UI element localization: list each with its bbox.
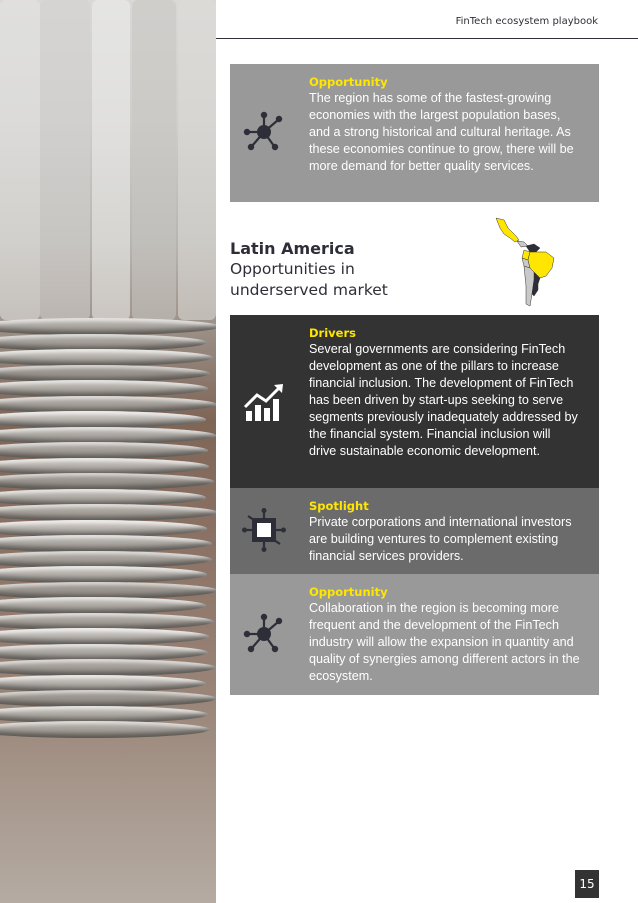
network-nodes-icon xyxy=(242,110,286,154)
panel-text: Private corporations and international investors are building ventures to complement existing financial services providers. xyxy=(309,515,572,563)
coin xyxy=(0,489,206,506)
coin xyxy=(0,690,216,707)
blurred-coin-stack xyxy=(92,0,130,320)
blurred-coin-stack xyxy=(132,0,176,320)
panel-label: Spotlight xyxy=(309,499,369,513)
region-title: Latin America xyxy=(230,239,355,258)
coin xyxy=(0,411,206,428)
panel-text: The region has some of the fastest-growing economies with the largest population bases, and a strong historical and cultural heritage. As these economies continue to grow, there will be more demand for better quality services. xyxy=(309,91,574,173)
page-number: 15 xyxy=(575,870,599,898)
coin xyxy=(0,582,216,599)
blurred-coin-stack xyxy=(178,0,216,320)
coin xyxy=(0,551,212,568)
coin xyxy=(0,442,208,459)
region-subtitle: Opportunities in underserved market xyxy=(230,260,388,299)
coin xyxy=(0,520,207,537)
panel-label: Opportunity xyxy=(309,75,388,89)
coin xyxy=(0,597,206,614)
growth-chart-icon xyxy=(242,381,286,425)
coin xyxy=(0,613,214,630)
running-header: FinTech ecosystem playbook xyxy=(455,16,598,27)
blurred-coin-stack xyxy=(0,0,40,320)
panel-text: Several governments are considering FinTech development as one of the pillars to increase financial inclusion. The development of FinTech has been driven by start-ups seeking to serve segments previously inadequately addressed by the financial system. Financial inclusion will drive sustainable economic development. xyxy=(309,342,578,458)
coin xyxy=(0,628,209,645)
coin xyxy=(0,365,210,382)
header-rule xyxy=(216,38,638,39)
coin xyxy=(0,675,206,692)
coin-stack-photo xyxy=(0,0,216,903)
opportunity-panel-bottom xyxy=(230,574,599,695)
coin xyxy=(0,706,208,723)
coin xyxy=(0,644,208,661)
panel-label: Drivers xyxy=(309,326,356,340)
coin xyxy=(0,318,216,335)
coin xyxy=(0,659,216,676)
blurred-coin-stack xyxy=(40,0,90,320)
coin xyxy=(0,458,209,475)
panel-label: Opportunity xyxy=(309,585,388,599)
opportunity-panel-top xyxy=(230,64,599,202)
coin xyxy=(0,334,207,351)
coin xyxy=(0,721,210,738)
spotlight-panel xyxy=(230,488,599,574)
network-nodes-icon xyxy=(242,612,286,656)
coin xyxy=(0,349,213,366)
coin xyxy=(0,380,208,397)
latin-america-map-icon xyxy=(488,214,568,310)
coin xyxy=(0,396,216,413)
coin xyxy=(0,535,212,552)
chip-icon xyxy=(242,508,286,552)
panel-text: Collaboration in the region is becoming more frequent and the development of the FinTech industry will allow the expansion in quantity and quality of synergies among different actors in the ecosystem. xyxy=(309,601,580,683)
coin xyxy=(0,504,216,521)
region-heading xyxy=(230,238,470,301)
coin xyxy=(0,566,207,583)
drivers-panel xyxy=(230,315,599,488)
coin xyxy=(0,427,216,444)
coin xyxy=(0,473,214,490)
